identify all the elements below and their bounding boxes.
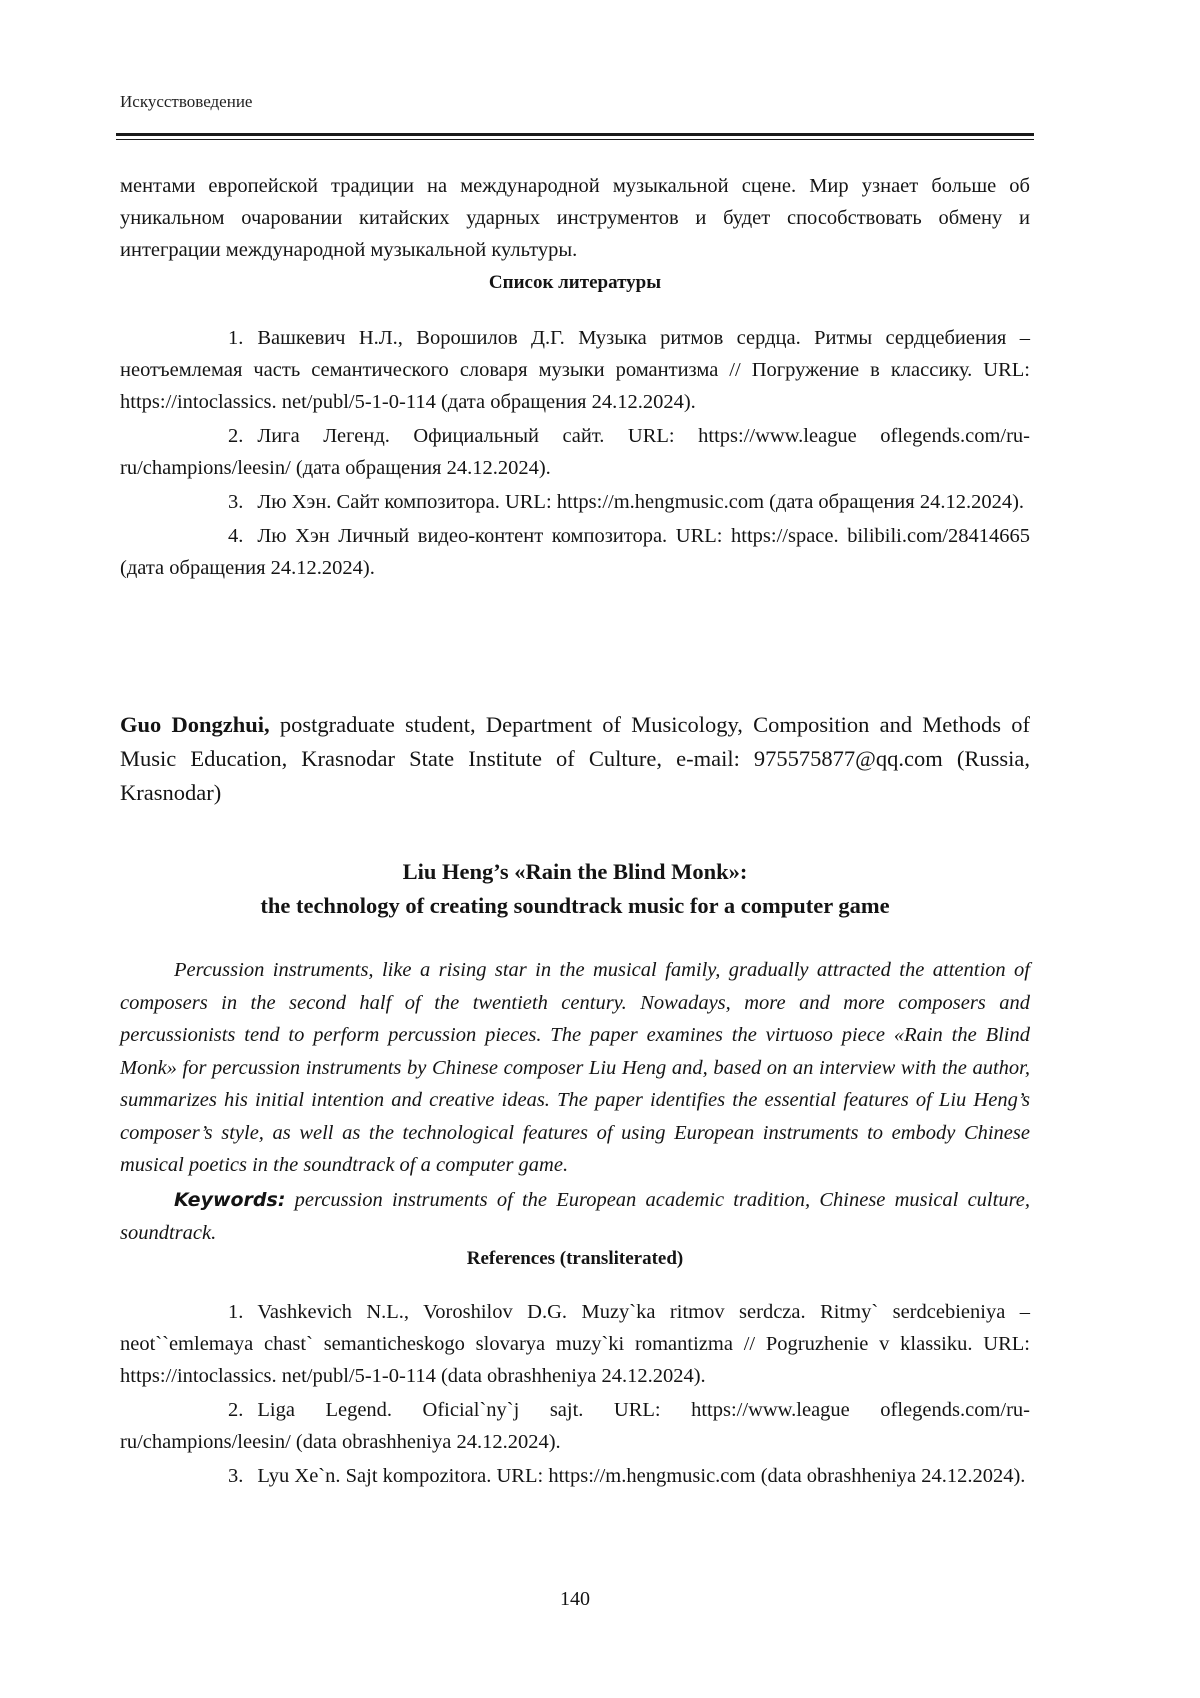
reference-text: Вашкевич Н.Л., Ворошилов Д.Г. Музыка ритмов сердца. Ритмы сердцебиения – неотъемлемая часть семантического словаря музыки романтизма // Погружение в классику. URL: https://intoclassics. net/publ/5-1-0-114 (дата обращения 24.12.2024). (120, 327, 1030, 413)
references-ru-heading: Список литературы (488, 272, 662, 293)
reference-item (120, 420, 1030, 484)
page (120, 0, 1030, 1698)
reference-item (120, 1460, 1030, 1492)
reference-item (120, 486, 1030, 518)
reference-number: 1. (228, 1301, 244, 1323)
header-rule-thin (116, 139, 1034, 140)
reference-text: Vashkevich N.L., Voroshilov D.G. Muzy`ka ritmov serdcza. Ritmy` serdcebieniya – neot``emlemaya chast` semanticheskogo slovarya muzy`ki romantizma // Pogruzhenie v klassiku. URL: https://intoclassics. net/publ/5-1-0-114 (data obrashheniya 24.12.2024). (120, 1301, 1030, 1387)
reference-number: 3. (228, 1465, 244, 1487)
reference-number: 2. (228, 425, 244, 447)
reference-item (120, 1394, 1030, 1458)
reference-number: 4. (228, 525, 244, 547)
abstract: Percussion instruments, like a rising star in the musical family, gradually attracted the attention of composers in the second half of the twentieth century. Nowadays, more and more composers and percussionists tend to perform percussion pieces. The paper examines the virtuoso piece «Rain the Blind Monk» for percussion instruments by Chinese composer Liu Heng and, based on an interview with the author, summarizes his initial intention and creative ideas. The paper identifies the essential features of Liu Heng’s composer’s style, as well as the technological features of using European instruments to embody Chinese musical poetics in the soundtrack of a computer game. (120, 959, 1030, 1176)
keywords (120, 1184, 1030, 1249)
author-details: postgraduate student, Department of Musicology, Composition and Methods of Music Education, Krasnodar State Institute of Culture, e-mail: 975575877@qq.com (Russia, Krasnodar) (120, 712, 1031, 805)
article-title-line1: Liu Heng’s «Rain the Blind Monk»: (402, 859, 748, 884)
article-title-line2: the technology of creating soundtrack music for a computer game (260, 893, 890, 918)
reference-item (120, 1296, 1030, 1392)
page-number: 140 (560, 1588, 590, 1610)
keywords-label: Keywords: (174, 1189, 286, 1211)
references-ru-list (120, 322, 1030, 586)
reference-text: Лю Хэн Личный видео-контент композитора. URL: https://space. bilibili.com/28414665 (дата обращения 24.12.2024). (120, 525, 1030, 579)
reference-text: Lyu Xe`n. Sajt kompozitora. URL: https://m.hengmusic.com (data obrashheniya 24.12.2024). (257, 1465, 1026, 1487)
reference-item (120, 520, 1030, 584)
running-header: Искусствоведение (120, 92, 253, 111)
references-en-list (120, 1296, 1030, 1494)
reference-number: 3. (228, 491, 244, 513)
header-rule-thick (116, 133, 1034, 136)
reference-text: Liga Legend. Oficial`ny`j sajt. URL: https://www.league oflegends.com/ru-ru/champions/leesin/ (data obrashheniya 24.12.2024). (120, 1399, 1030, 1453)
reference-number: 1. (228, 327, 244, 349)
reference-item (120, 322, 1030, 418)
reference-text: Лю Хэн. Сайт композитора. URL: https://m.hengmusic.com (дата обращения 24.12.2024). (257, 491, 1025, 513)
author-name: Guo Dongzhui, (120, 712, 270, 737)
article-title (120, 855, 1030, 923)
author-info (120, 708, 1030, 810)
keywords-text: percussion instruments of the European academic tradition, Chinese musical culture, soundtrack. (120, 1189, 1031, 1244)
references-en-heading: References (transliterated) (466, 1248, 684, 1269)
intro-paragraph: ментами европейской традиции на международной музыкальной сцене. Мир узнает больше об уникальном очаровании китайских ударных инструментов и будет способствовать обмену и интеграции международной музыкальной культуры. (120, 175, 1030, 261)
reference-number: 2. (228, 1399, 244, 1421)
reference-text: Лига Легенд. Официальный сайт. URL: https://www.league oflegends.com/ru-ru/champions/leesin/ (дата обращения 24.12.2024). (120, 425, 1030, 479)
